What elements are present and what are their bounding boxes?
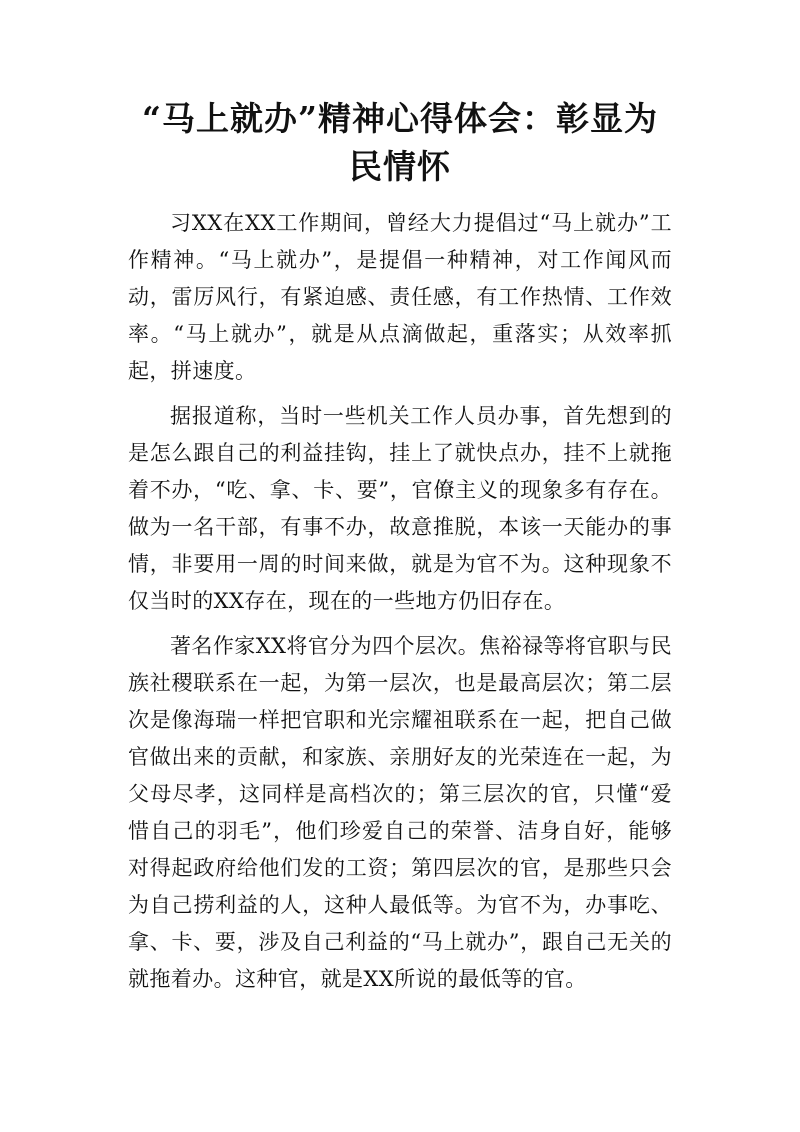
paragraph-spacer: [128, 390, 672, 398]
paragraph-2: 据报道称，当时一些机关工作人员办事，首先想到的是怎么跟自己的利益挂钩，挂上了就快点办，挂不上就拖着不办，“吃、拿、卡、要”，官僚主义的现象多有存在。做为一名干部，有事不办，故意推脱，本该一天能办的事情，非要用一周的时间来做，就是为官不为。这种现象不仅当时的XX存在，现在的一些地方仍旧存在。: [128, 404, 672, 613]
paragraph-3: 著名作家XX将官分为四个层次。焦裕禄等将官职与民族社稷联系在一起，为第一层次，也是最高层次；第二层次是像海瑞一样把官职和光宗耀祖联系在一起，把自己做官做出来的贡献，和家族、亲朋好友的光荣连在一起，为父母尽孝，这同样是高档次的；第三层次的官，只懂“爱惜自己的羽毛”，他们珍爱自己的荣誉、洁身自好，能够对得起政府给他们发的工资；第四层次的官，是那些只会为自己捞利益的人，这种人最低等。为官不为，办事吃、拿、卡、要，涉及自己利益的“马上就办”，跟自己无关的就拖着办。这种官，就是XX所说的最低等的官。: [128, 634, 672, 991]
document-title: “马上就办”精神心得体会：彰显为民情怀: [142, 99, 658, 186]
paragraph-1: 习XX在XX工作期间，曾经大力提倡过“马上就办”工作精神。“马上就办”，是提倡一种精神，对工作闻风而动，雷厉风行，有紧迫感、责任感，有工作热情、工作效率。“马上就办”，就是从点滴做起，重落实；从效率抓起，拼速度。: [128, 211, 672, 383]
paragraph-spacer: [128, 620, 672, 628]
